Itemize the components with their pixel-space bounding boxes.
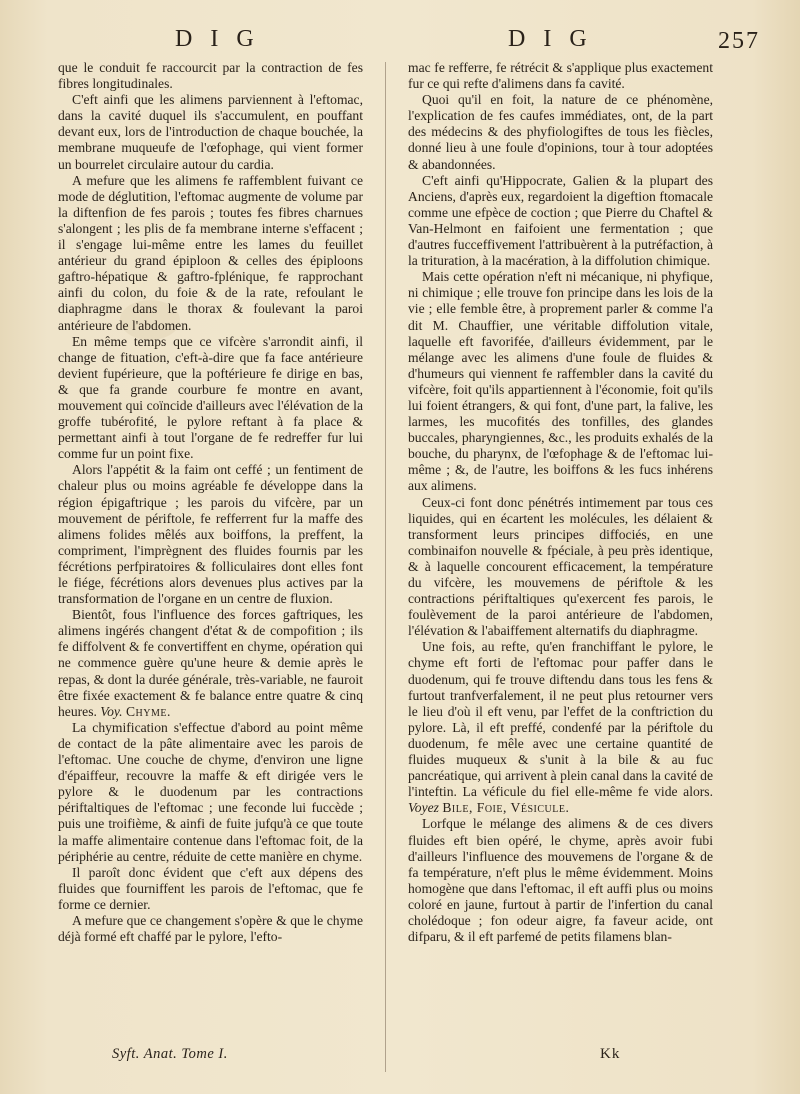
right-text-column xyxy=(408,60,713,945)
paragraph-text: A mefure que ce changement s'opère & que le chyme déjà formé eft chaffé par le pylore, l'efto- xyxy=(58,912,363,945)
paragraph-text: mac fe refferre, fe rétrécit & s'applique plus exactement fur ce qui refte d'alimens dans fa cavité. xyxy=(408,60,713,92)
paragraph-text: La chymification s'effectue d'abord au point même de contact de la pâte alimentaire avec les parois de l'eftomac. Une couche de chyme, d'environ une ligne d'épaiffeur, recouvre la maffe & eft dirigée vers le pylore & le duodenum par les contractions périftaltiques de l'eftomac ; une feconde lui fuccède ; puis une troifième, & ainfi de fuite jufqu'à ce que toute la maffe alimentaire contenue dans l'eftomac foit, de la périphérie au centre, réduite de cette manière en chyme. xyxy=(58,719,363,864)
paragraph-text: que le conduit fe raccourcit par la contraction de fes fibres longitudinales. xyxy=(58,60,363,92)
cross-reference: Chyme. xyxy=(125,703,171,719)
gathering-signature: Kk xyxy=(600,1046,621,1062)
paragraph-text: Ceux-ci font donc pénétrés intimement par tous ces liquides, qui en écartent les molécules, les délaient & transforment leurs principes diffociés, en une combinaifon nouvelle & fpéciale, à peu près identique, & à laquelle concourent efficacement, la température du vifcère, les mouvemens de périftole & les contractions périftaltiques qu'exercent fes parois, le foulèvement de la paroi antérieure de l'abdomen, l'élévation & l'abaiffement alternatifs du diaphragme. xyxy=(408,494,713,639)
cross-reference: Bile, Foie, Vésicule. xyxy=(442,800,570,816)
paragraph-text: Alors l'appétit & la faim ont ceffé ; un fentiment de chaleur plus ou moins agréable fe développe dans la région épigaftrique ; les parois du vifcère, par un mouvement de périftole, fe refferrent fur la maffe des alimens folides mêlés aux boiffons, la preffent, la compriment, l'imprègnent des fluides fournis par les fécrétions perfpiratoires & folliculaires dont elles font le fiége, fécrétions alors devenues plus actives par la transformation de l'organe en un centre de fluxion. xyxy=(58,462,363,607)
left_column-paragraph xyxy=(58,173,363,334)
right_column-paragraph xyxy=(408,639,713,816)
right_column-paragraph xyxy=(408,92,713,172)
left_column-paragraph xyxy=(58,462,363,607)
left_column-paragraph xyxy=(58,720,363,865)
right_column-paragraph xyxy=(408,173,713,270)
paragraph-text: Bientôt, fous l'influence des forces gaftriques, les alimens ingérés changent d'état & de compofition ; ils fe diffolvent & fe convertiffent en chyme, opération qui ne commence guère qu'une heure & demie après le repas, & dont la durée générale, très-variable, ne fauroit être fixée exactement & fe balance entre quatre & cinq heures. xyxy=(58,607,363,719)
header-left-title: D I G xyxy=(175,26,260,52)
header-right-title: D I G xyxy=(508,26,593,52)
left-text-column xyxy=(58,60,363,945)
paragraph-text: Quoi qu'il en foit, la nature de ce phénomène, l'explication de fes caufes immédiates, ont, de la part des médecins & des phyfiologiftes de tous les fiècles, donné lieu à une foule d'opinions, tour à tour adoptées & abandonnées. xyxy=(408,92,713,172)
left_column-paragraph xyxy=(58,334,363,463)
paragraph-text: Il paroît donc évident que c'eft aux dépens des fluides que fourniffent les parois de l'eftomac, que fe forme ce dernier. xyxy=(58,864,363,912)
left_column-paragraph xyxy=(58,60,363,92)
cross-reference-prefix: Voyez xyxy=(408,800,443,816)
paragraph-text: Lorfque le mélange des alimens & de ces divers fluides eft bien opéré, le chyme, après avoir fubi d'ailleurs l'influence des mouvemens de l'organe & de fa température, n'eft plus le même évidemment. Moins homogène que dans l'eftomac, il eft auffi plus ou moins coloré en jaune, furtout à partir de l'infertion du canal cholédoque ; fon odeur aigre, fa faveur acide, ont difparu, & il eft parfemé de petits filamens blan- xyxy=(408,816,713,945)
right_column-paragraph xyxy=(408,816,713,945)
left_column-paragraph xyxy=(58,607,363,720)
left_column-paragraph xyxy=(58,865,363,913)
running-header xyxy=(0,20,800,60)
signature-mark: Syft. Anat. Tome I. xyxy=(112,1046,228,1062)
paragraph-text: Mais cette opération n'eft ni mécanique, ni phyfique, ni chimique ; elle trouve fon principe dans les lois de la vie ; elle femble être, à proprement parler & comme l'a dit M. Chauffier, une véritable diffolution vitale, laquelle eft favorifée, d'ailleurs évidemment, par le mélange avec les alimens d'une foule de fluides & d'humeurs qui viennent fe raffembler dans la cavité du vifcère, foit qu'ils appartiennent à l'économie, foit qu'ils lui foient étrangers, & qui font, d'une part, la falive, les larmes, les mucofités des tonfilles, des glandes buccales, pharyngiennes, &c., les produits exhalés de la bouche, du pharynx, de l'œfophage & de l'eftomac lui-même ; &, de l'autre, les boiffons & les fucs inhérens aux alimens. xyxy=(408,269,713,494)
column-divider xyxy=(385,62,386,1072)
right_column-paragraph xyxy=(408,269,713,494)
right_column-paragraph xyxy=(408,60,713,92)
left_column-paragraph xyxy=(58,913,363,945)
paragraph-text: Une fois, au refte, qu'en franchiffant le pylore, le chyme eft forti de l'eftomac pour paffer dans le duodenum, qui fe trouve diftendu dans tous les fens & furtout tranfverfalement, il ne peut plus retourner vers le lieu d'où il eft venu, par l'effet de la conftriction du pylore. Là, il eft preffé, condenfé par la périftole du duodenum, fe mêle avec une certaine quantité de fluides muqueux & s'unit à la bile & au fuc pancréatique, qui arrivent à plein canal dans la cavité de l'inteftin. La véficule du fiel elle-même fe vide alors. xyxy=(408,639,713,800)
paragraph-text: En même temps que ce vifcère s'arrondit ainfi, il change de fituation, c'eft-à-dire que fa face antérieure devient fupérieure, que la poftérieure fe dirige en bas, & que fa grande courbure fe montre en avant, mouvement qui coïncide d'ailleurs avec l'élévation de la groffe tubérofité, le pylore reftant à fa place & permettant ainfi à tout l'organe de fe redreffer fur lui comme fur un point fixe. xyxy=(58,333,363,462)
paragraph-text: A mefure que les alimens fe raffemblent fuivant ce mode de déglutition, l'eftomac augmente de volume par la diftenfion de fes parois ; toutes fes fibres charnues s'alongent ; les plis de fa membrane interne s'effacent ; il s'engage lui-même entre les lames du feuillet antérieur du grand épiploon & celles des épiploons gaftro-hépatique & gaftro-fplénique, fe rapprochant ainfi du colon, du foie & de la rate, refoulant le diaphragme dans le thorax & foulevant la paroi antérieure de l'abdomen. xyxy=(58,172,363,333)
right_column-paragraph xyxy=(408,495,713,640)
left_column-paragraph xyxy=(58,92,363,172)
paragraph-text: C'eft ainfi qu'Hippocrate, Galien & la plupart des Anciens, d'après eux, regardoient la digeftion ftomacale comme une efpèce de coction ; que Pierre du Chaftel & Van-Helmont en faifoient une fermentation ; que d'autres fucceffivement l'attribuèrent à la putréfaction, à la trituration, à la macération, à la diffolution chimique. xyxy=(408,172,713,269)
page-number: 257 xyxy=(718,28,760,54)
paragraph-text: C'eft ainfi que les alimens parviennent à l'eftomac, dans la cavité duquel ils s'accumulent, en pouffant devant eux, lors de l'introduction de chaque bouchée, la membrane muqueufe de l'œfophage, qui vient former un bourrelet circulaire autour du cardia. xyxy=(58,92,363,172)
cross-reference-prefix: Voy. xyxy=(96,703,126,719)
